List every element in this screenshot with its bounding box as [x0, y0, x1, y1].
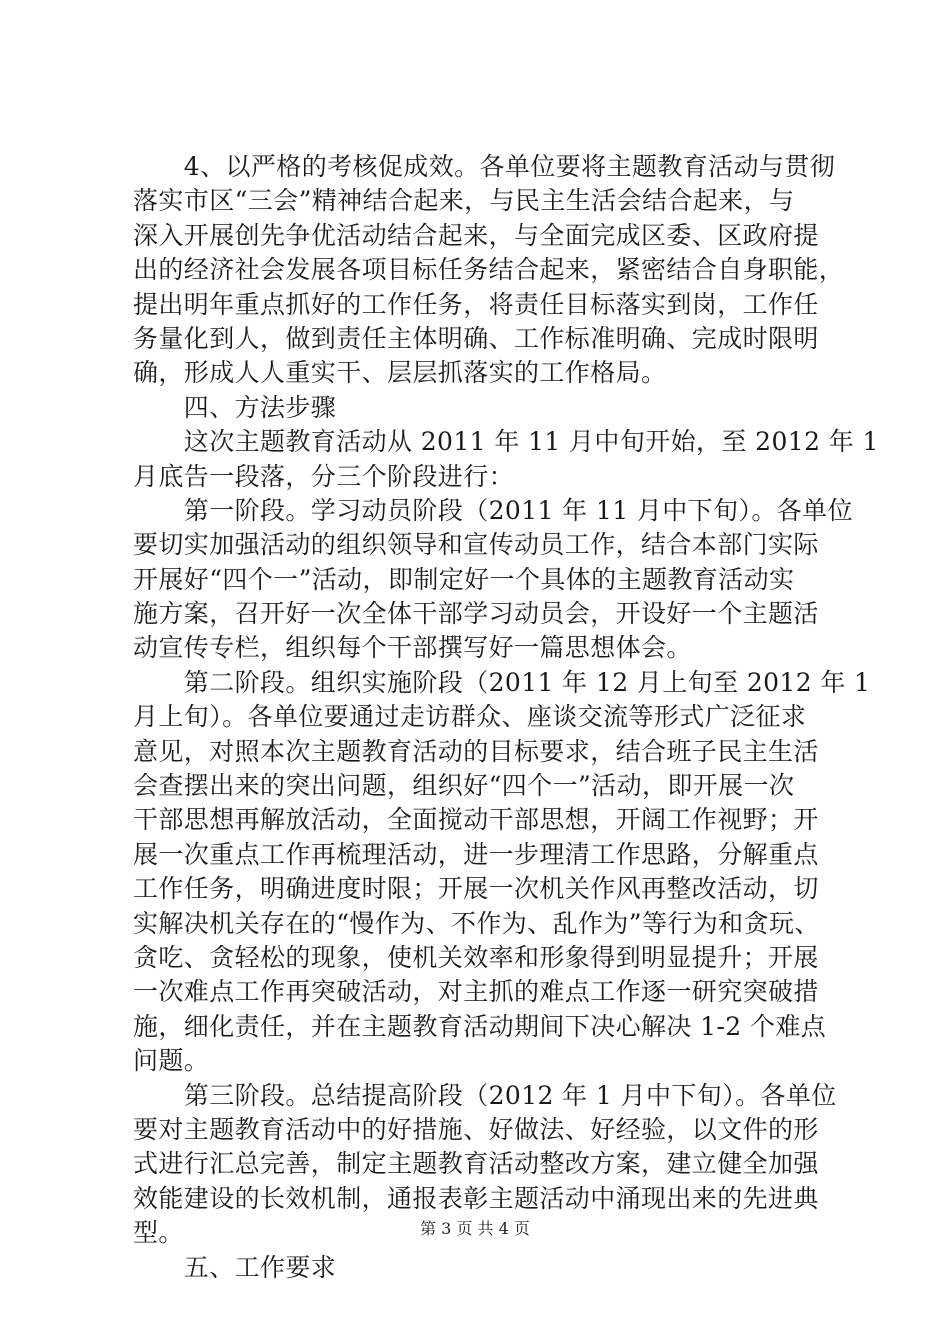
document-line: 贪吃、贪轻松的现象，使机关效率和形象得到明显提升；开展 — [133, 942, 819, 972]
document-line: 一次难点工作再突破活动，对主抓的难点工作逐一研究突破措 — [133, 977, 819, 1007]
document-line: 务量化到人，做到责任主体明确、工作标准明确、完成时限明 — [133, 323, 819, 353]
document-line: 这次主题教育活动从 2011 年 11 月中旬开始，至 2012 年 1 — [133, 427, 879, 457]
document-line: 深入开展创先争优活动结合起来，与全面完成区委、区政府提 — [133, 220, 819, 250]
document-line: 月上旬）。各单位要通过走访群众、座谈交流等形式广泛征求 — [133, 702, 807, 732]
document-line: 型。 — [133, 1218, 184, 1248]
document-line: 四、方法步骤 — [133, 392, 337, 422]
document-line: 要切实加强活动的组织领导和宣传动员工作，结合本部门实际 — [133, 530, 819, 560]
document-line: 工作任务，明确进度时限；开展一次机关作风再整改活动，切 — [133, 874, 819, 904]
document-line: 要对主题教育活动中的好措施、好做法、好经验，以文件的形 — [133, 1114, 819, 1144]
document-line: 问题。 — [133, 1046, 210, 1076]
document-line: 实解决机关存在的“慢作为、不作为、乱作为”等行为和贪玩、 — [133, 908, 820, 938]
document-line: 出的经济社会发展各项目标任务结合起来，紧密结合自身职能， — [133, 255, 845, 285]
document-line: 会查摆出来的突出问题，组织好“四个一”活动，即开展一次 — [133, 771, 795, 801]
document-body — [133, 150, 879, 1285]
document-line: 动宣传专栏，组织每个干部撰写好一篇思想体会。 — [133, 633, 692, 663]
document-line: 效能建设的长效机制，通报表彰主题活动中涌现出来的先进典 — [133, 1183, 819, 1213]
document-line: 干部思想再解放活动，全面搅动干部思想，开阔工作视野；开 — [133, 805, 819, 835]
document-line: 月底告一段落，分三个阶段进行： — [133, 461, 515, 491]
document-line: 展一次重点工作再梳理活动，进一步理清工作思路，分解重点 — [133, 839, 819, 869]
document-line: 施，细化责任，并在主题教育活动期间下决心解决 1-2 个难点 — [133, 1011, 827, 1041]
document-line: 提出明年重点抓好的工作任务，将责任目标落实到岗，工作任 — [133, 289, 819, 319]
page-footer — [0, 1218, 950, 1240]
document-line: 五、工作要求 — [133, 1252, 337, 1282]
document-line: 第三阶段。总结提高阶段（2012 年 1 月中下旬）。各单位 — [133, 1080, 837, 1110]
document-line: 第一阶段。学习动员阶段（2011 年 11 月中下旬）。各单位 — [133, 495, 853, 525]
document-line: 开展好“四个一”活动，即制定好一个具体的主题教育活动实 — [133, 564, 795, 594]
document-line: 4、以严格的考核促成效。各单位要将主题教育活动与贯彻 — [133, 152, 836, 181]
page-number-label: 第 3 页 共 4 页 — [420, 1219, 530, 1238]
document-line: 施方案，召开好一次全体干部学习动员会，开设好一个主题活 — [133, 599, 819, 629]
document-line: 意见，对照本次主题教育活动的目标要求，结合班子民主生活 — [133, 736, 819, 766]
document-line: 式进行汇总完善，制定主题教育活动整改方案，建立健全加强 — [133, 1149, 819, 1179]
document-line: 落实市区“三会”精神结合起来，与民主生活会结合起来，与 — [133, 186, 795, 216]
document-line: 确，形成人人重实干、层层抓落实的工作格局。 — [133, 358, 667, 388]
document-line: 第二阶段。组织实施阶段（2011 年 12 月上旬至 2012 年 1 — [133, 667, 871, 697]
